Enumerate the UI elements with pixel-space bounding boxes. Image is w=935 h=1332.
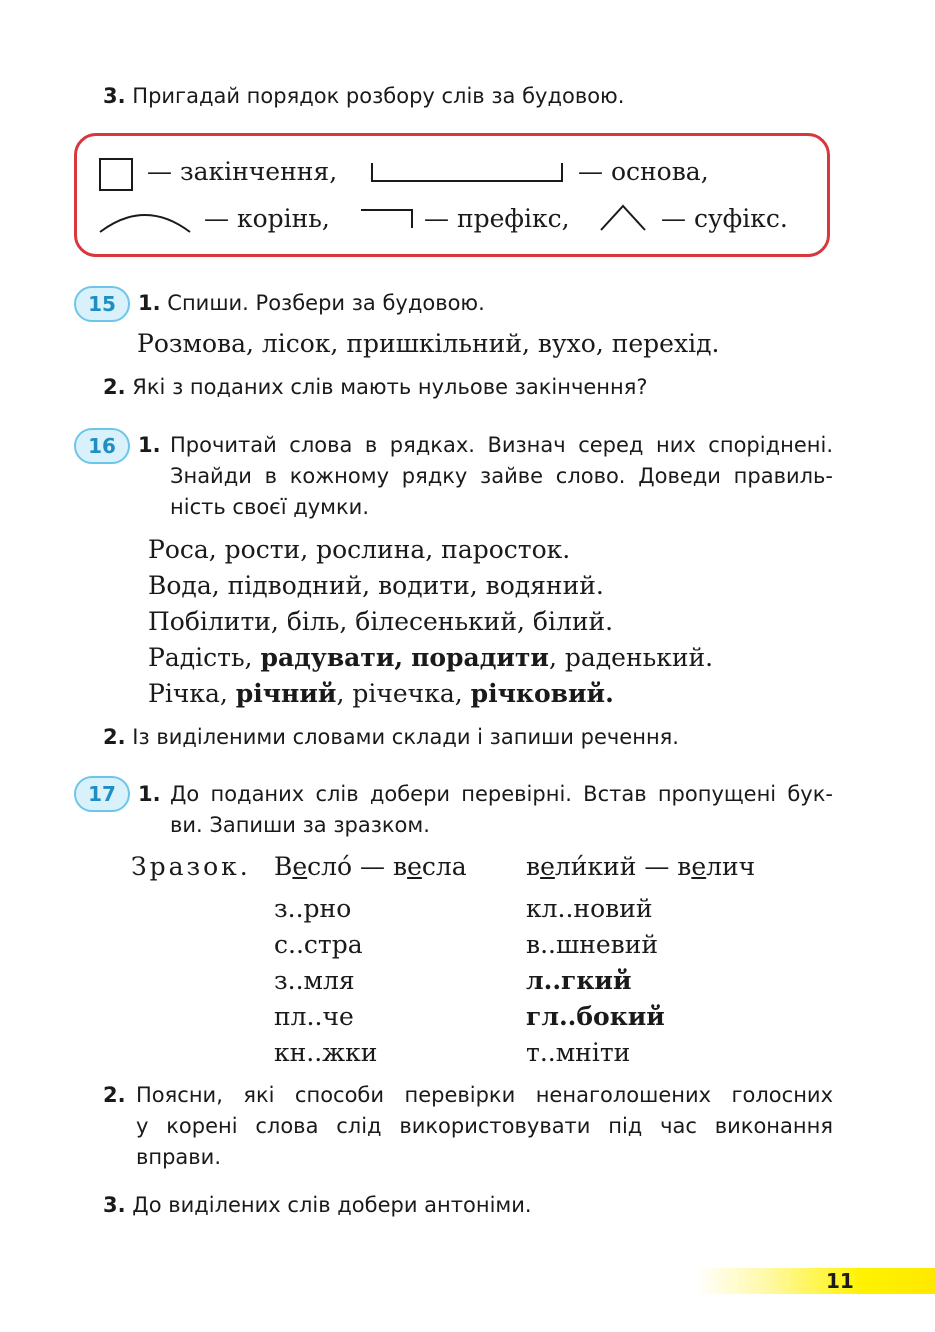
exercise-badge-15: 15 xyxy=(74,286,130,322)
task-text: До виділених слів добери антоніми. xyxy=(132,1193,532,1217)
word-item: в..шневий xyxy=(526,930,659,959)
task-number: 3. xyxy=(103,84,126,108)
word-item: з..рно xyxy=(274,894,352,923)
legend-stem-label: — основа, xyxy=(578,157,709,186)
root-arc-icon xyxy=(100,215,190,232)
ex17-task1-line2: ви. Запиши за зразком. xyxy=(170,813,430,837)
word: Радість, xyxy=(148,643,253,672)
task-number: 1. xyxy=(138,433,161,457)
legend-suffix-label: — суфікс. xyxy=(661,204,788,233)
sample-text: в xyxy=(526,852,541,881)
ex16-task2 xyxy=(103,725,679,749)
sample-2 xyxy=(526,852,755,881)
word-item: с..стра xyxy=(274,930,363,959)
task-number: 2. xyxy=(103,375,126,399)
ex16-row-4 xyxy=(148,643,713,672)
punctuation: . xyxy=(605,679,614,708)
sample-text: ли́кий — в xyxy=(554,852,692,881)
ex15-words: Розмова, лісок, пришкільний, вухо, перехід. xyxy=(137,329,720,358)
ex16-row-3: Побілити, біль, білесенький, білий. xyxy=(148,607,614,636)
ex17-task2-line3: вправи. xyxy=(136,1145,222,1169)
task-number: 2. xyxy=(103,1083,126,1107)
ex17-task3 xyxy=(103,1193,532,1217)
ex16-task1-line1: Прочитай слова в рядках. Визнач серед них споріднені. xyxy=(170,433,833,457)
highlighted-word: л..гкий xyxy=(526,966,632,995)
word-item: кл..новий xyxy=(526,894,653,923)
highlighted-word: річковий xyxy=(470,679,606,708)
sample-text: В xyxy=(274,852,293,881)
ex17-task2-line2: у корені слова слід використовувати під час виконання xyxy=(136,1114,833,1138)
prefix-corner-icon xyxy=(361,210,412,228)
task-number: 3. xyxy=(103,1193,126,1217)
sample-1 xyxy=(274,852,467,881)
sample-text: сла xyxy=(421,852,467,881)
word-item: з..мля xyxy=(274,966,355,995)
word-item: кн..жки xyxy=(274,1038,378,1067)
word-item: пл..че xyxy=(274,1002,354,1031)
exercise-badge-17: 17 xyxy=(74,776,130,812)
underlined-vowel: е xyxy=(292,852,308,881)
ex15-task2 xyxy=(103,375,648,399)
ex17-task1-line1: До поданих слів добери перевірні. Встав пропущені бук- xyxy=(170,782,833,806)
sample-text: лич xyxy=(706,852,756,881)
page-number: 11 xyxy=(826,1269,854,1293)
ex16-row-2: Вода, підводний, водити, водяний. xyxy=(148,571,604,600)
intro-task xyxy=(103,84,624,108)
highlighted-word: гл..бокий xyxy=(526,1002,665,1031)
legend-root-label: — корінь, xyxy=(204,204,330,233)
task-text: Із виділеними словами склади і запиши речення. xyxy=(132,725,679,749)
ending-square-icon xyxy=(100,159,132,190)
word: , раденький. xyxy=(548,643,714,672)
task-text: Пригадай порядок розбору слів за будовою. xyxy=(132,84,625,108)
word: , річечка, xyxy=(336,679,463,708)
legend-ending-label: — закінчення, xyxy=(147,157,338,186)
legend-prefix-label: — префікс, xyxy=(424,204,570,233)
task-number: 1. xyxy=(138,291,161,315)
underlined-vowel: е xyxy=(407,852,422,881)
ex16-task1-line2: Знайди в кожному рядку зайве слово. Доведи правиль- xyxy=(170,464,833,488)
task-number: 1. xyxy=(138,782,161,806)
sample-label: Зразок. xyxy=(131,852,251,881)
highlighted-word: радувати, xyxy=(260,643,404,672)
task-number: 2. xyxy=(103,725,126,749)
ex15-task1 xyxy=(138,291,485,315)
stem-bracket-icon xyxy=(372,163,562,181)
highlighted-word: річний xyxy=(235,679,337,708)
underlined-vowel: е xyxy=(540,852,555,881)
highlighted-word: порадити xyxy=(411,643,549,672)
ex16-task1-line3: ність своєї думки. xyxy=(170,495,369,519)
underlined-vowel: е xyxy=(691,852,707,881)
sample-text: сло́ — в xyxy=(307,852,408,881)
ex16-row-5 xyxy=(148,679,614,708)
page-number-strip xyxy=(695,1268,935,1294)
ex16-row-1: Роса, рости, рослина, паросток. xyxy=(148,535,571,564)
task-text: Спиши. Розбери за будовою. xyxy=(167,291,485,315)
word-item: т..мніти xyxy=(526,1038,631,1067)
word: Річка, xyxy=(148,679,228,708)
ex17-task2-line1: Поясни, які способи перевірки ненаголошених голосних xyxy=(136,1083,833,1107)
task-text: Які з поданих слів мають нульове закінчення? xyxy=(132,375,648,399)
exercise-badge-16: 16 xyxy=(74,428,130,464)
suffix-caret-icon xyxy=(601,206,645,230)
